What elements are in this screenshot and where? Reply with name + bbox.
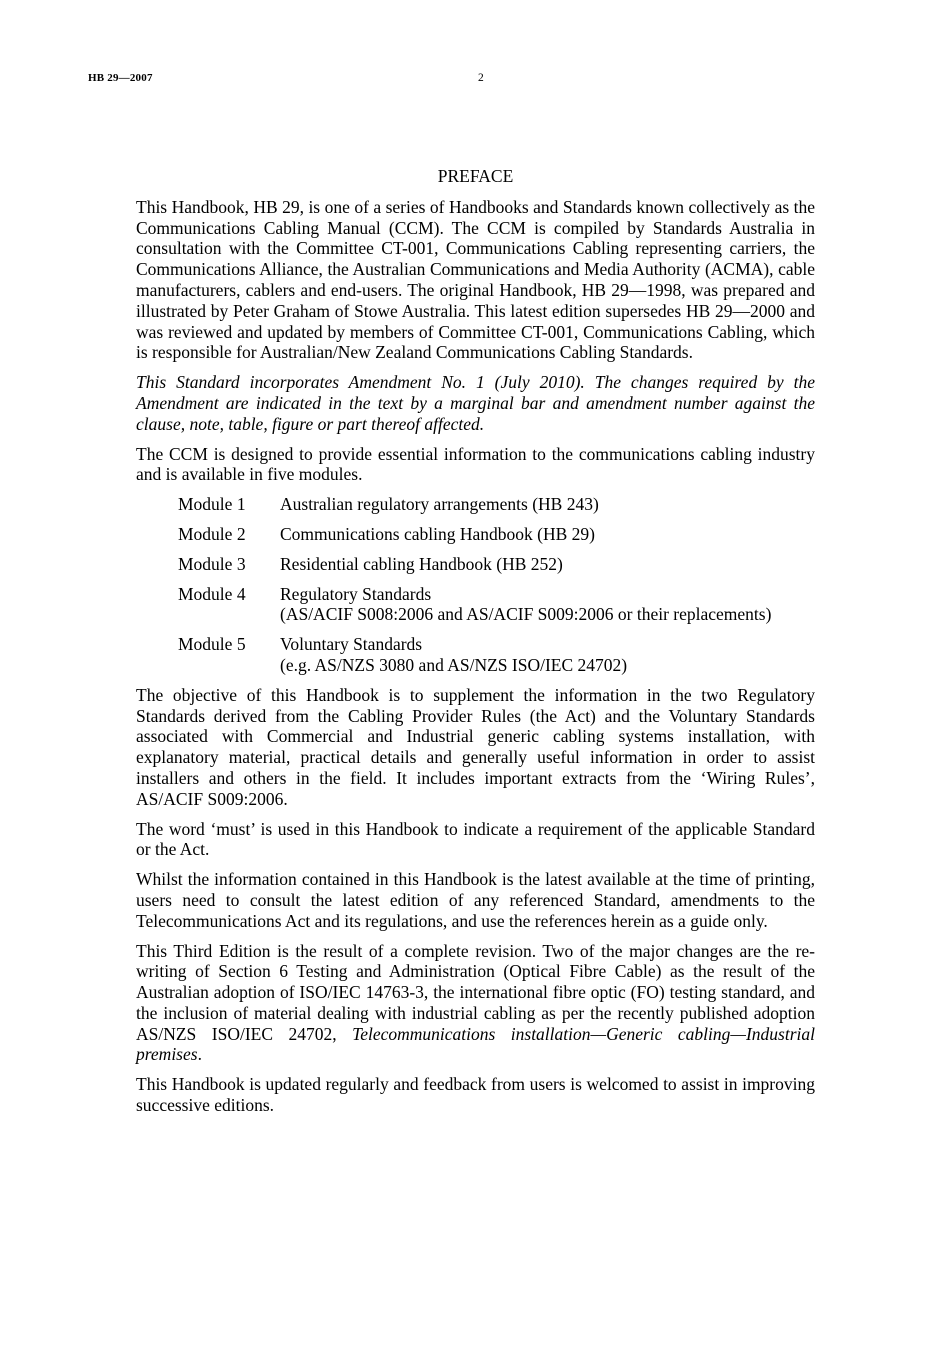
- third-edition-text: This Third Edition is the result of a complete revision. Two of the major changes are the re-writing of Section 6 Testing and Administration (Optical Fibre Cable) as the result of the Australian adoption of ISO/IEC 14763-3, the international fibre optic (FO) testing standard, and the inclusion of material dealing with industrial cabling as per the recently published adoption AS/NZS ISO/IEC 24702,: [136, 940, 815, 1044]
- module-title: Residential cabling Handbook (HB 252): [280, 553, 563, 574]
- module-item: [178, 584, 815, 626]
- amendment-note: This Standard incorporates Amendment No. 1 (July 2010). The changes required by the Amendment are indicated in the text by a marginal bar and amendment number against the clause, note, table, figure or part thereof affected.: [136, 372, 815, 434]
- module-detail: (AS/ACIF S008:2006 and AS/ACIF S009:2006 or their replacements): [280, 604, 772, 625]
- third-edition-paragraph: [136, 941, 815, 1066]
- preface-section: [136, 166, 815, 1125]
- module-content: [280, 584, 815, 626]
- must-definition-paragraph: The word ‘must’ is used in this Handbook to indicate a requirement of the applicable Standard or the Act.: [136, 818, 815, 860]
- module-list: [178, 494, 815, 676]
- page-number: 2: [478, 72, 484, 84]
- module-number: Module 3: [178, 553, 246, 574]
- module-item: [178, 554, 815, 575]
- module-item: [178, 634, 815, 676]
- section-title: PREFACE: [437, 166, 514, 186]
- module-content: [280, 634, 815, 676]
- module-title: Australian regulatory arrangements (HB 243): [280, 494, 599, 515]
- document-id: HB 29—2007: [88, 72, 153, 84]
- referenced-standard-title: Telecommunications installation—Generic cabling—Industrial premises: [136, 1023, 815, 1065]
- module-item: [178, 524, 815, 545]
- ccm-description-paragraph: The CCM is designed to provide essential information to the communications cabling industry and is available in five modules.: [136, 443, 815, 485]
- module-number: Module 5: [178, 634, 246, 655]
- module-number: Module 1: [178, 494, 246, 515]
- intro-paragraph: This Handbook, HB 29, is one of a series of Handbooks and Standards known collectively as the Communications Cabling Manual (CCM). The CCM is compiled by Standards Australia in consultation with the Committee CT-001, Communications Cabling representing carriers, the Communications Alliance, the Australian Communications and Media Authority (ACMA), cable manufacturers, cablers and end-users. The original Handbook, HB 29—1998, was prepared and illustrated by Peter Graham of Stowe Australia. This latest edition supersedes HB 29—2000 and was reviewed and updated by members of Committee CT-001, Communications Cabling, which is responsible for Australian/New Zealand Communications Cabling Standards.: [136, 196, 815, 363]
- closing-paragraph: This Handbook is updated regularly and feedback from users is welcomed to assist in improving successive editions.: [136, 1074, 815, 1116]
- objective-paragraph: The objective of this Handbook is to supplement the information in the two Regulatory Standards derived from the Cabling Provider Rules (the Act) and the Voluntary Standards associated with Commercial and Industrial generic cabling systems installation, with explanatory material, practical details and generally useful information in order to assist installers and others in the field. It includes important extracts from the ‘Wiring Rules’, AS/ACIF S009:2006.: [136, 684, 815, 809]
- third-edition-end: .: [197, 1044, 202, 1065]
- module-item: [178, 494, 815, 515]
- module-number: Module 4: [178, 583, 246, 604]
- module-number: Module 2: [178, 523, 246, 544]
- module-title: Voluntary Standards: [280, 634, 423, 655]
- module-title: Communications cabling Handbook (HB 29): [280, 523, 595, 544]
- module-title: Regulatory Standards: [280, 583, 432, 604]
- disclaimer-paragraph: Whilst the information contained in this Handbook is the latest available at the time of printing, users need to consult the latest edition of any referenced Standard, amendments to the Telecommunications Act and its regulations, and use the references herein as a guide only.: [136, 869, 815, 931]
- module-detail: (e.g. AS/NZS 3080 and AS/NZS ISO/IEC 24702): [280, 654, 628, 675]
